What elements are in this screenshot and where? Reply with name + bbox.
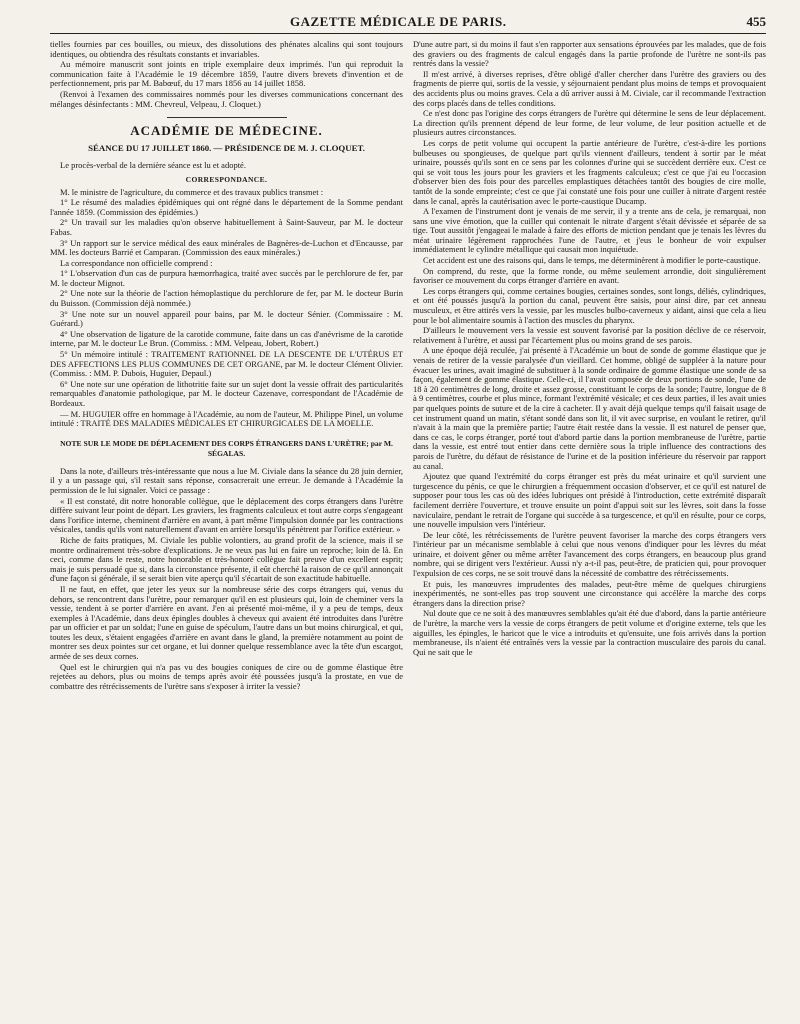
list-item: 3° Une note sur un nouvel appareil pour bains, par M. le docteur Sénier. (Commissaire : M. Guérard.) (50, 308, 403, 329)
paragraph: Et puis, les manœuvres imprudentes des malades, peut-être même de quelques chirurgiens inexpérimentés, ne sont-elles pas trop souvent une circonstance qui accélère la marche des corps étrangers dans la direction prise? (413, 578, 766, 608)
journal-title: GAZETTE MÉDICALE DE PARIS. (290, 14, 507, 29)
columns (50, 40, 766, 692)
paragraph: « Il est constaté, dit notre honorable collègue, que le déplacement des corps étrangers dans l'urètre diffère suivant leur point de départ. Les graviers, les fragments calculeux et tout autre corps s'engageant dans l'orifice interne, cheminent d'arrière en avant, à part même l'impulsion donnée par les contractions vésicales, tandis qu'ils vont naturellement d'avant en arrière lorsqu'ils pénètrent par l'orifice extérieur. » (50, 495, 403, 535)
subsection-title: CORRESPONDANCE. (185, 174, 268, 184)
paragraph: Au mémoire manuscrit sont joints en triple exemplaire deux imprimés. l'un qui reproduit la communication faite à l'Académie le 19 décembre 1859, l'autre divers brevets d'invention et de perfectionnement, pris par M. Babœuf, du 17 mars 1856 au 14 juillet 1858. (50, 59, 403, 89)
list-item: 5° Un mémoire intitulé : TRAITEMENT RATIONNEL DE LA DESCENTE DE L'UTÉRUS ET DES AFFECTIONS LES PLUS COMMUNES DE CET ORGANE, par M. le docteur Clément Olivier. (Commiss. : MM. P. Dubois, Huguier, Depaul.) (50, 349, 403, 379)
list-item: 3° Un rapport sur le service médical des eaux minérales de Bagnères-de-Luchon et d'Encausse, par MM. les docteurs Barrié et Camparan. (Commission des eaux minérales.) (50, 237, 403, 258)
paragraph: D'ailleurs le mouvement vers la vessie est souvent favorisé par la position déclive de ce réservoir, relativement à l'urètre, et aussi par l'écartement plus ou moins grand de ses parois. (413, 325, 766, 345)
paragraph: A l'examen de l'instrument dont je venais de me servir, il y a trente ans de cela, je remarquai, non sans une vive émotion, que la cuiller qui contenait le nitrate d'argent s'était dévissée et séparée de sa tige. Tout aussitôt j'engageai le malade à faire des efforts de miction pendant que je tenais les lèvres du méat urinaire légèrement rapprochées l'une de l'autre, et j'eus le bonheur de voir expulser immédiatement le cylindre métallique qui causait mon inquiétude. (413, 206, 766, 255)
paragraph: Riche de faits pratiques, M. Civiale les publie volontiers, au grand profit de la science, mais il se montre ordinairement très-sobre d'explications. Je ne veux pas lui en faire un reproche; loin de là. En ceci, comme dans le reste, notre honorable et très-honoré collègue fait preuve d'un excellent esprit; mais je suis persuadé que si, dans la circonstance présente, il eût cherché la raison de ce qu'il annonçait d'une façon si générale, il se serait bien vite aperçu qu'il s'écartait de son exactitude habituelle. (50, 534, 403, 584)
paragraph: Dans la note, d'ailleurs très-intéressante que nous a lue M. Civiale dans la séance du 28 juin dernier, il y a un passage qui, s'il restait sans réponse, consacrerait une erreur. Je demande à l'Académie la permission de le lui signaler. Voici ce passage : (50, 465, 403, 495)
section-title: ACADÉMIE DE MÉDECINE. (130, 123, 323, 139)
list-item: 1° L'observation d'un cas de purpura hæmorrhagica, traité avec succès par le perchlorure de fer, par M. le docteur Mignot. (50, 268, 403, 288)
paragraph: M. le ministre de l'agriculture, du commerce et des travaux publics transmet : (60, 186, 324, 197)
list-item: 4° Une observation de ligature de la carotide commune, faite dans un cas d'anévrisme de la carotide interne, par M. le docteur Le Brun. (Commiss. : MM. Velpeau, Jobert, Robert.) (50, 328, 403, 349)
paragraph: A une époque déjà reculée, j'ai présenté à l'Académie un bout de sonde de gomme élastique que je venais de retirer de la vessie paralysée d'un vieillard. Cet homme, obligé de suppléer à la nature pour évacuer les urines, avait imaginé de substituer à la sonde ordinaire de gomme élastique une sonde de sa façon, également de gomme élastique. Celle-ci, il l'avait composée de deux portions de sonde, l'une de 18 à 20 centimètres de long, droite et assez grosse, constituant le corps de la sonde; l'autre, longue de 8 à 9 centimètres, courbe et plus mince, formant l'extrémité vésicale; et ces deux parties, il les avait unies par quelques points de suture et de la cire à cacheter. Il y avait déjà quelque temps qu'il faisait usage de cet instrument quand un matin, s'étant sondé dans son lit, il vit avec surprise, en voulant le retirer, qu'il n'avait à la main que la première partie; l'autre était restée dans la vessie. Il est naturel de penser que, dans ce cas, le corps étranger, porté tout d'abord partie dans la portion membraneuse de l'urètre, partie dans la vessie, est entré tout entier dans cette dernière sous la triple influence des contractions des parois de l'urètre, du défaut de résistance de l'urine et de la position inférieure du réservoir par rapport au canal. (413, 345, 766, 471)
paragraph: Il ne faut, en effet, que jeter les yeux sur la nombreuse série des corps étrangers qui, venus du dehors, se rencontrent dans l'urètre, pour remarquer qu'il en est plusieurs qui, loin de cheminer vers la vessie, tendent à se porter d'arrière en avant. J'en ai présenté moi-même, il y a peu de temps, deux exemples à l'Académie, dans deux épingles doubles à cheveux qui avaient été introduites dans l'urètre par un officier et par un soldat; l'une en guise de spéculum, l'autre dans un but moins chirurgical, et qui, toutes les deux, s'étaient engagées d'arrière en avant dans le gland, la première notamment au point de montrer ses deux pointes sur cet organe, et lui donner quelque ressemblance avec la tête d'un escargot, armée de ses deux cornes. (50, 583, 403, 662)
page-number: 455 (746, 14, 766, 29)
list-item: 2° Une note sur la théorie de l'action hémoplastique du perchlorure de fer, par M. le docteur Burin du Buisson. (Commission déjà nommée.) (50, 288, 403, 309)
paragraph: D'une autre part, si du moins il faut s'en rapporter aux sensations éprouvées par les malades, que de fois des graviers ou des fragments de calcul engagés dans la partie profonde de l'urètre ne sont-ils pas rentrés dans la vessie? (413, 39, 766, 69)
paragraph: De leur côté, les rétrécissements de l'urètre peuvent favoriser la marche des corps étrangers vers l'intérieur par un mécanisme semblable à celui que nous venons d'indiquer pour les lèvres du méat urinaire, et doivent gêner ou même arrêter l'avancement des corps étrangers, en beaucoup plus grand nombre, qui se dirigent vers l'extérieur. Aussi n'y a-t-il pas, peut-être, de praticien qui, pour provoquer l'expulsion de ces corps, ne se soit trouvé dans la nécessité de combattre des rétrécissements. (413, 529, 766, 579)
left-column (50, 40, 403, 692)
header-rule (50, 33, 766, 34)
paragraph: Les corps étrangers qui, comme certaines bougies, certaines sondes, sont longs, déliés, cylindriques, et ont été poussés jusqu'à la portion du canal, peuvent être saisis, pour ainsi dire, par cet anneau musculeux, et être attirés vers la vessie, par les muscles bulbo-caverneux y aidant, ainsi que cela a lieu pour le bol alimentaire soumis à l'action des muscles du pharynx. (413, 285, 766, 325)
list-item: 1° Le résumé des maladies épidémiques qui ont régné dans le département de la Somme pendant l'année 1859. (Commission des épidémies.) (50, 197, 403, 217)
article-title: NOTE SUR LE MODE DE DÉPLACEMENT DES CORPS ÉTRANGERS DANS L'URÈTRE; par M. SÉGALAS. (60, 438, 393, 458)
paragraph: Ajoutez que quand l'extrémité du corps étranger est près du méat urinaire et qu'il survient une turgescence du pénis, ce que le chirurgien a fréquemment occasion d'observer, et ce qu'il est naturel de supposer pour tous les cas où des idées lubriques ont présidé à l'introduction, cette extrémité disparaît facilement derrière l'ouverture, et trouve ensuite un point d'appui soit sur les lèvres, soit dans la fosse naviculaire, pendant le retrait de l'organe qui succède à sa turgescence, et qu'il en résulte, pour ce corps, une nouvelle impulsion vers l'intérieur. (413, 471, 766, 530)
session-heading: SÉANCE DU 17 JUILLET 1860. — PRÉSIDENCE DE M. J. CLOQUET. (88, 142, 365, 153)
right-column (413, 40, 766, 692)
paragraph: Il m'est arrivé, à diverses reprises, d'être obligé d'aller chercher dans l'urètre des graviers ou des fragments de pierre qui, sortis de la vessie, y séjournaient pendant plus moins de temps et provoquaient des accidents plus ou moins graves. Cela a dû arriver aussi à M. Civiale, car il recommande l'extraction des corps placés dans de telles conditions. (413, 68, 766, 108)
list-item: 6° Une note sur une opération de lithotritie faite sur un sujet dont la vessie offrait des particularités remarquables d'anatomie pathologique, par M. le docteur Cazenave, correspondant de l'Académie de Bordeaux. (50, 378, 403, 408)
paragraph: La correspondance non officielle comprend : (60, 257, 213, 268)
list-item: 2° Un travail sur les maladies qu'on observe habituellement à Saint-Sauveur, par M. le docteur Fabas. (50, 217, 403, 237)
paragraph: On comprend, du reste, que la forme ronde, ou même seulement arrondie, doit singulièrement favoriser ce mouvement du corps étranger d'arrière en avant. (413, 265, 766, 286)
section-divider (167, 117, 287, 118)
paragraph: (Renvoi à l'examen des commissaires nommés pour les diverses communications concernant des mélanges désinfectants : MM. Chevreul, Velpeau, J. Cloquet.) (50, 88, 403, 109)
paragraph: Ce n'est donc pas l'origine des corps étrangers de l'urètre qui détermine le sens de leur déplacement. La direction qu'ils prennent dépend de leur forme, de leur volume, de leur position actuelle et de plusieurs autres circonstances. (413, 108, 766, 138)
paragraph: — M. HUGUIER offre en hommage à l'Académie, au nom de l'auteur, M. Philippe Pinel, un volume intitulé : TRAITÉ DES MALADIES MÉDICALES ET CHIRURGICALES DE LA MOELLE. (50, 408, 403, 429)
paragraph: Cet accident est une des raisons qui, dans le temps, me déterminèrent à modifier le porte-caustique. (423, 255, 761, 266)
page-header (50, 0, 766, 30)
paragraph: tielles fournies par ces bouilles, ou mieux, des dissolutions des phénates alcalins qui sont toujours identiques, ou obtiendra des résultats constants et invariables. (50, 39, 403, 59)
paragraph: Les corps de petit volume qui occupent la partie antérieure de l'urètre, c'est-à-dire les portions bulbeuses ou spongieuses, de quelque part qu'ils viennent d'ailleurs, tendent à sortir par le méat urinaire, poussés qu'ils sont en ce sens par les colonnes d'urine qui se succèdent derrière eux. C'est ce qui se voit tous les jours pour les graviers et les fragments calculeux; c'est ce que j'ai eu l'occasion d'observer bien des fois pour des parcelles emplastiques détachées tantôt des bougies de cire molle, tantôt de la sonde empreinte; c'est ce que j'ai constaté une fois pour une cuiller à nitrate d'argent restée dans le canal, après la cautérisation avec le porte-caustique Ducamp. (413, 137, 766, 206)
paragraph: Nul doute que ce ne soit à des manœuvres semblables qu'ait été due d'abord, dans la partie antérieure de l'urètre, la marche vers la vessie de corps étrangers de petit volume et d'origine externe, tels que les aiguilles, les épingles, le haricot que le vice a introduits et qu'ensuite, une fois arrivés dans la portion membraneuse, ils n'aient été entraînés vers la vessie par la contraction musculaire des parois du canal. Qui ne sait que le (413, 608, 766, 657)
paragraph: Le procès-verbal de la dernière séance est lu et adopté. (60, 160, 246, 171)
paragraph: Quel est le chirurgien qui n'a pas vu des bougies coniques de cire ou de gomme élastique être rejetées au dehors, plus ou moins de temps après avoir été poussées jusqu'à la prostate, en vue de combattre des rétrécissements de l'urètre sans s'exposer à irriter la vessie? (50, 661, 403, 691)
